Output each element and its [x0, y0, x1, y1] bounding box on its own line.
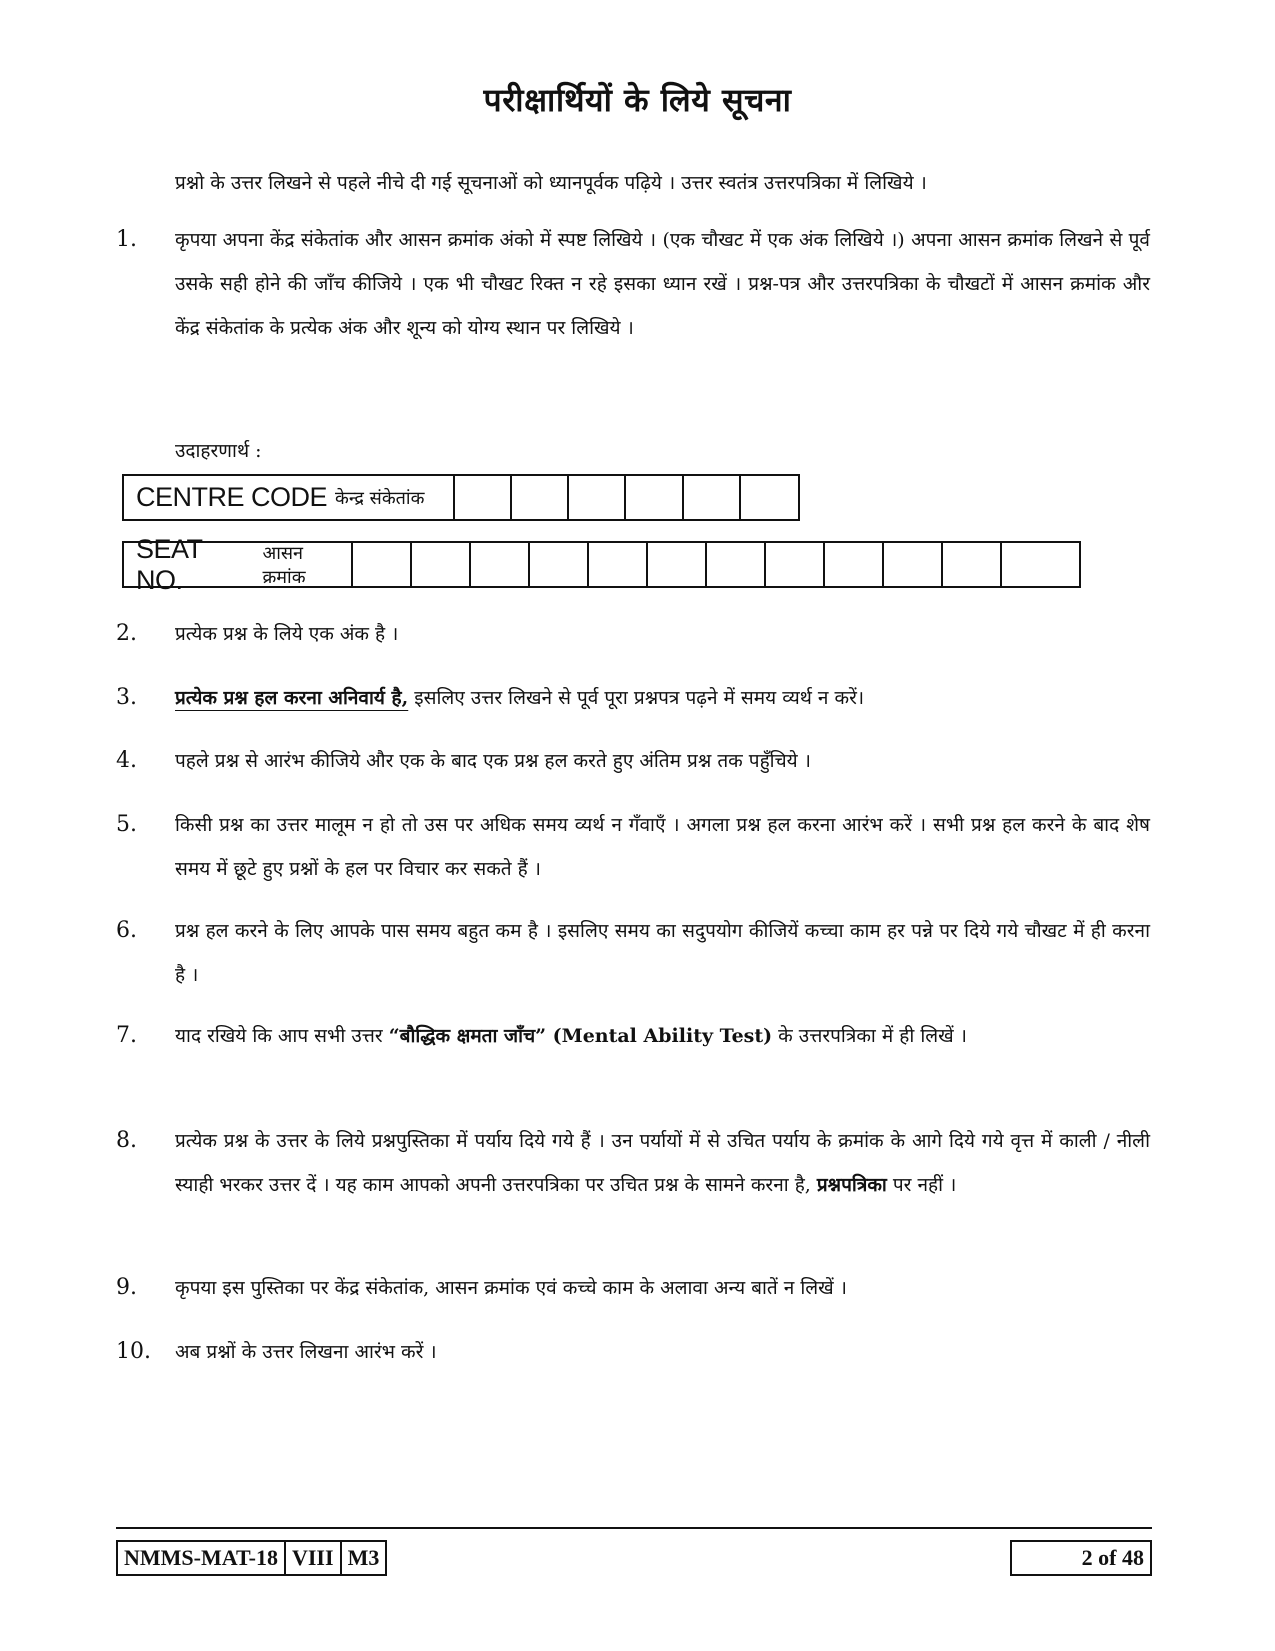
item-text-rest: के उत्तरपत्रिका में ही लिखें ।: [772, 1025, 967, 1047]
item-text: [175, 1014, 1150, 1058]
centre-code-digit-box[interactable]: [684, 476, 741, 519]
footer-exam-code: NMMS-MAT-18: [118, 1542, 286, 1574]
seat-number-digit-box[interactable]: [353, 543, 412, 586]
item-text-pre: याद रखिये कि आप सभी उत्तर: [175, 1025, 389, 1047]
centre-code-digit-box[interactable]: [512, 476, 569, 519]
item-number: 1.: [116, 227, 137, 252]
footer-set: M3: [347, 1545, 380, 1570]
item-number: 5.: [116, 812, 137, 837]
footer-paper-code: [116, 1540, 387, 1576]
centre-code-digit-box[interactable]: [741, 476, 798, 519]
seat-number-digit-box[interactable]: [412, 543, 471, 586]
item-text-main: प्रत्येक प्रश्न के उत्तर के लिये प्रश्नपुस्तिका में पर्याय दिये गये हैं । उन पर्यायों में से उचित पर्याय के क्रमांक के आगे दिये गये वृत्त में काली / नीली स्याही भरकर उत्तर दें । यह काम आपको अपनी उत्तरपत्रिका पर उचित प्रश्न के सामने करना है,: [175, 1130, 1150, 1196]
seat-number-label-hi: आसन क्रमांक: [262, 542, 306, 588]
footer-page-number: 2 of 48: [1010, 1540, 1152, 1576]
intro-paragraph: प्रश्नो के उत्तर लिखने से पहले नीचे दी गई सूचनाओं को ध्यानपूर्वक पढ़िये । उत्तर स्वतंत्र उत्तरपत्रिका में लिखिये ।: [175, 172, 927, 194]
item-number: 10.: [116, 1339, 151, 1364]
centre-code-digit-box[interactable]: [569, 476, 626, 519]
item-emphasis: प्रत्येक प्रश्न हल करना अनिवार्य है,: [175, 687, 409, 709]
seat-number-digit-box[interactable]: [1002, 543, 1061, 586]
seat-number-digit-box[interactable]: [884, 543, 943, 586]
footer-class: VIII: [286, 1542, 342, 1574]
example-label: उदाहरणार्थ :: [175, 440, 262, 462]
centre-code-label-en: CENTRE CODE: [136, 482, 328, 512]
item-number: 7.: [116, 1023, 137, 1048]
item-text: [175, 676, 1150, 720]
item-text: किसी प्रश्न का उत्तर मालूम न हो तो उस पर अधिक समय व्यर्थ न गँवाएँ । अगला प्रश्न हल करना आरंभ करें । सभी प्रश्न हल करने के बाद शेष समय में छूटे हुए प्रश्नों के हल पर विचार कर सकते हैं ।: [175, 814, 1150, 880]
item-text: कृपया अपना केंद्र संकेतांक और आसन क्रमांक अंको में स्पष्ट लिखिये । (एक चौखट में एक अंक लिखिये ।) अपना आसन क्रमांक लिखने से पूर्व उसके सही होने की जाँच कीजिये । एक भी चौखट रिक्त न रहे इसका ध्यान रखें । प्रश्न-पत्र और उत्तरपत्रिका के चौखटों में आसन क्रमांक और केंद्र संकेतांक के प्रत्येक अंक और शून्य को योग्य स्थान पर लिखिये ।: [175, 229, 1150, 339]
item-number: 9.: [116, 1275, 137, 1300]
seat-number-digit-box[interactable]: [471, 543, 530, 586]
seat-number-digit-box[interactable]: [943, 543, 1002, 586]
seat-number-box: [122, 533, 1081, 595]
item-number: 2.: [116, 621, 137, 646]
item-text: पहले प्रश्न से आरंभ कीजिये और एक के बाद एक प्रश्न हल करते हुए अंतिम प्रश्न तक पहुँचिये ।: [175, 750, 811, 772]
seat-number-digit-box[interactable]: [530, 543, 589, 586]
seat-number-digit-box[interactable]: [648, 543, 707, 586]
centre-code-label-hi: केन्द्र संकेतांक: [335, 487, 425, 509]
seat-number-label-en: SEAT NO.: [136, 533, 203, 595]
centre-code-digit-box[interactable]: [626, 476, 683, 519]
item-number: 3.: [116, 685, 137, 710]
seat-number-digit-box[interactable]: [825, 543, 884, 586]
item-number: 8.: [116, 1128, 137, 1153]
seat-number-digit-box[interactable]: [766, 543, 825, 586]
seat-number-digit-box[interactable]: [589, 543, 648, 586]
seat-number-label: [124, 533, 353, 595]
item-text-rest: इसलिए उत्तर लिखने से पूर्व पूरा प्रश्नपत्र पढ़ने में समय व्यर्थ न करें।: [408, 687, 865, 709]
footer-divider: [116, 1527, 1152, 1529]
centre-code-box: [122, 474, 800, 521]
item-text-post: पर नहीं ।: [886, 1174, 957, 1196]
item-text: कृपया इस पुस्तिका पर केंद्र संकेतांक, आसन क्रमांक एवं कच्चे काम के अलावा अन्य बातें न लिखें ।: [175, 1277, 847, 1299]
item-number: 4.: [116, 748, 137, 773]
page-title: परीक्षार्थियों के लिये सूचना: [483, 81, 792, 119]
item-text: प्रत्येक प्रश्न के लिये एक अंक है ।: [175, 623, 399, 645]
centre-code-digit-box[interactable]: [455, 476, 512, 519]
item-text: अब प्रश्नों के उत्तर लिखना आरंभ करें ।: [175, 1341, 437, 1363]
item-text: प्रश्न हल करने के लिए आपके पास समय बहुत कम है । इसलिए समय का सदुपयोग कीजियें कच्चा काम हर पन्ने पर दिये गये चौखट में ही करना है ।: [175, 920, 1150, 986]
item-emphasis: “बौद्धिक क्षमता जाँच” (Mental Ability Test): [388, 1025, 773, 1047]
item-emphasis: प्रश्नपत्रिका: [816, 1174, 887, 1196]
centre-code-label: [124, 476, 455, 519]
seat-number-digit-box[interactable]: [707, 543, 766, 586]
item-text: [175, 1119, 1150, 1207]
item-number: 6.: [116, 918, 137, 943]
